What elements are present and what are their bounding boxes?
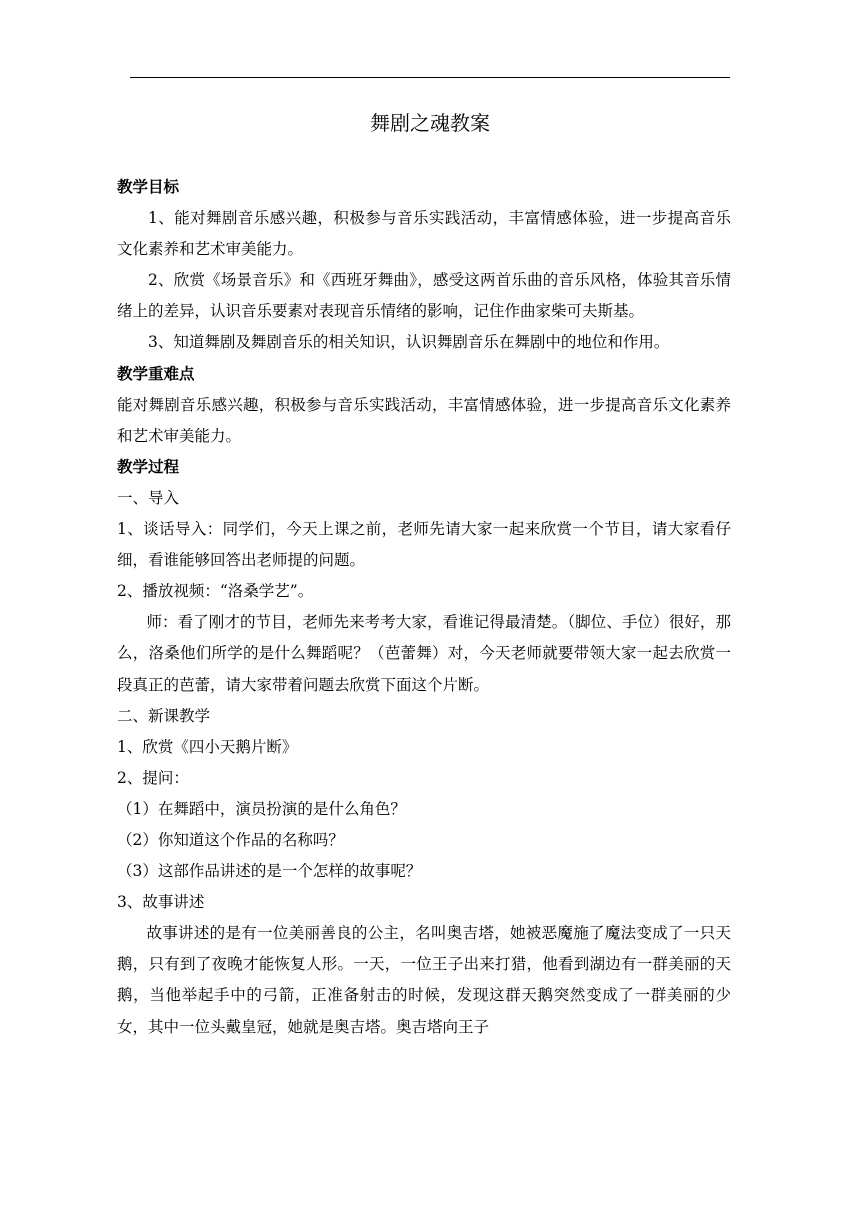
header-rule: [130, 77, 730, 78]
goal-item-2: 2、欣赏《场景音乐》和《西班牙舞曲》，感受这两首乐曲的音乐风格，体验其音乐情绪上的差异，认识音乐要素对表现音乐情绪的影响，记住作曲家柴可夫斯基。: [117, 271, 731, 321]
part2-title: 二、新课教学: [117, 706, 211, 725]
goal-item-1: 1、能对舞剧音乐感兴趣，积极参与音乐实践活动，丰富情感体验，进一步提高音乐文化素养和艺术审美能力。: [117, 209, 731, 259]
part1-teacher-text: 师：看了刚才的节目，老师先来考考大家，看谁记得最清楚。（脚位、手位）很好，那么，洛桑他们所学的是什么舞蹈呢？（芭蕾舞）对，今天老师就要带领大家一起去欣赏一段真正的芭蕾，请大家带着问题去欣赏下面这个片断。: [117, 613, 731, 694]
story-text: 故事讲述的是有一位美丽善良的公主，名叫奥吉塔，她被恶魔施了魔法变成了一只天鹅，只有到了夜晚才能恢复人形。一天，一位王子出来打猎，他看到湖边有一群美丽的天鹅，当他举起手中的弓箭，正准备射击的时候，发现这群天鹅突然变成了一群美丽的少女，其中一位头戴皇冠，她就是奥吉塔。奥吉塔向王子: [117, 924, 731, 1036]
part2-item1: 1、欣赏《四小天鹅片断》: [117, 737, 298, 756]
section-heading-goals: 教学目标: [117, 178, 180, 196]
goal-item-3: 3、知道舞剧及舞剧音乐的相关知识，认识舞剧音乐在舞剧中的地位和作用。: [148, 333, 670, 352]
part1-item2: 2、播放视频：“洛桑学艺”。: [117, 582, 314, 601]
document-title: 舞剧之魂教案: [370, 111, 490, 135]
part1-title: 一、导入: [117, 488, 180, 507]
part2-item3: 3、故事讲述: [117, 893, 205, 912]
question-3: （3）这部作品讲述的是一个怎样的故事呢？: [117, 862, 422, 881]
part1-item1: 1、谈话导入：同学们，今天上课之前，老师先请大家一起来欣赏一个节目，请大家看仔细，看谁能够回答出老师提的问题。: [117, 520, 731, 570]
part2-item2: 2、提问：: [117, 768, 189, 787]
document-body: [117, 172, 731, 1043]
key-points-text: 能对舞剧音乐感兴趣，积极参与音乐实践活动，丰富情感体验，进一步提高音乐文化素养和艺术审美能力。: [117, 395, 731, 445]
question-2: （2）你知道这个作品的名称吗？: [117, 830, 344, 849]
question-1: （1）在舞蹈中，演员扮演的是什么角色？: [117, 799, 406, 818]
section-heading-key-points: 教学重难点: [117, 364, 195, 383]
section-heading-process: 教学过程: [117, 457, 180, 476]
